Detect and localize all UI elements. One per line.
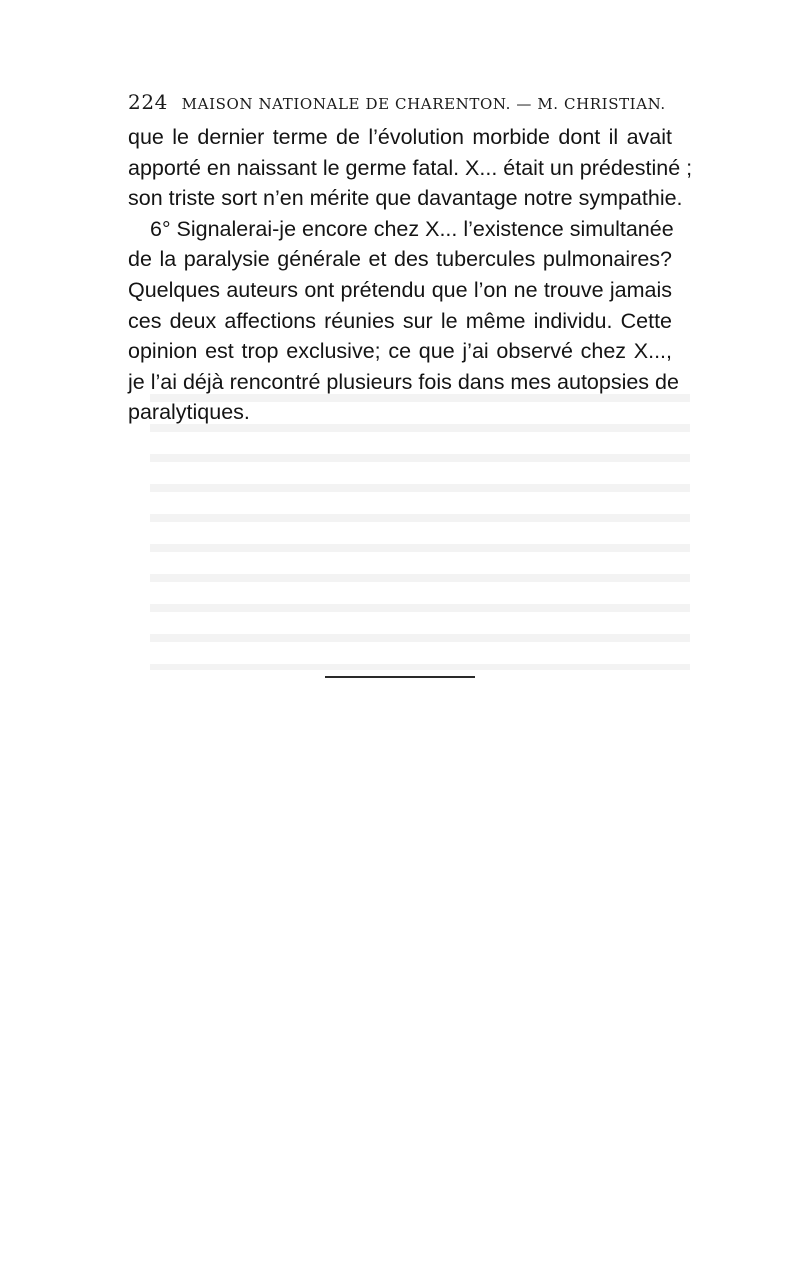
text-line: son triste sort n’en mérite que davantage notre sympathie.	[128, 186, 683, 211]
text-line: paralytiques.	[128, 400, 250, 425]
text-line: opinion est trop exclusive; ce que j’ai observé chez X...,	[128, 339, 672, 364]
text-line: que le dernier terme de l’évolution morbide dont il avait	[128, 125, 672, 149]
text-line: 6° Signalerai-je encore chez X... l’existence simultanée	[150, 216, 674, 241]
running-header	[128, 90, 668, 118]
running-title: MAISON NATIONALE DE CHARENTON. — M. CHRISTIAN.	[181, 95, 666, 113]
text-line: apporté en naissant le germe fatal. X... était un prédestiné ;	[128, 155, 693, 180]
text-line: je l’ai déjà rencontré plusieurs fois dans mes autopsies de	[128, 369, 679, 394]
text-line: ces deux affections réunies sur le même individu. Cette	[128, 308, 672, 333]
section-divider-rule	[325, 676, 475, 678]
text-line: Quelques auteurs ont prétendu que l’on ne trouve jamais	[128, 277, 672, 302]
page-number: 224	[128, 90, 168, 114]
body-paragraph	[128, 122, 693, 428]
text-line: de la paralysie générale et des tubercules pulmonaires?	[128, 247, 672, 272]
